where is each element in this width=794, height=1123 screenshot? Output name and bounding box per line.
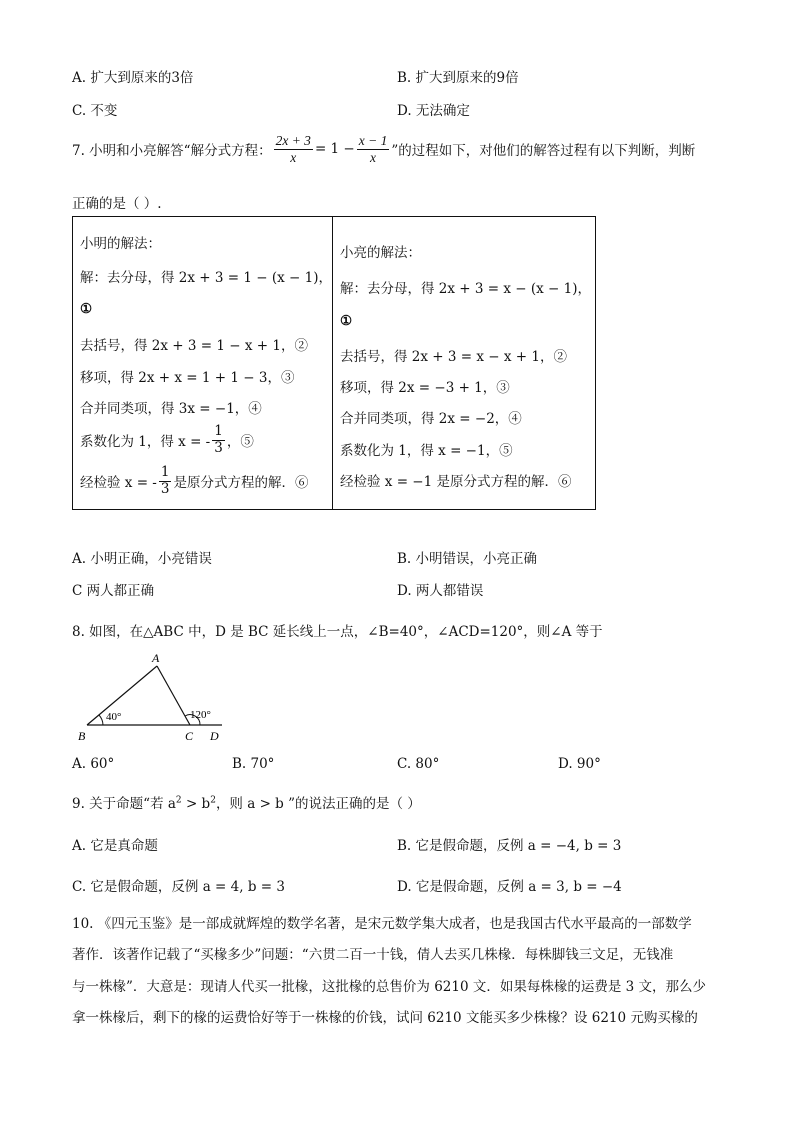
angle-c-label: 120° <box>190 709 211 721</box>
xm-step6-fraction <box>159 465 172 497</box>
xm-step6 <box>80 465 308 497</box>
xm-step6-den: 3 <box>160 480 170 497</box>
q7-stem-suffix: ”的过程如下，对他们的解答过程有以下判断，判断 <box>391 143 696 160</box>
q10-line1: 10. 《四元玉鉴》是一部成就辉煌的数学名著，是宋元数学集大成者，也是我国古代水平最高的一部数学 <box>72 916 692 932</box>
q7-option-c: C 两人都正确 <box>72 583 155 599</box>
q7-rhs-fraction <box>357 133 390 165</box>
label-b: B <box>78 729 86 743</box>
q7-eq-mid: = 1 − <box>314 141 355 158</box>
xl-step3: 移项，得 2x = −3 + 1，③ <box>340 380 510 396</box>
label-a: A <box>152 651 160 665</box>
angle-b-label: 40° <box>106 711 122 723</box>
xm-step4: 合并同类项，得 3x = −1，④ <box>80 401 262 417</box>
xl-step1: 解：去分母，得 2x + 3 = x − (x − 1)， <box>340 281 592 297</box>
q10-line3: 与一株椽”．大意是：现请人代买一批椽，这批椽的总售价为 6210 文．如果每株椽的运费是 3 文，那么少 <box>72 979 707 995</box>
q9-option-a: A. 它是真命题 <box>72 838 158 854</box>
xl-step2: 去括号，得 2x + 3 = x − x + 1，② <box>340 349 567 365</box>
xm-step5 <box>80 424 254 456</box>
q7-stem-prefix: 7. 小明和小亮解答“解分式方程： <box>72 143 272 160</box>
q9-stem-post: ，则 a > b ”的说法正确的是（ ） <box>215 796 421 812</box>
q7-stem-line2: 正确的是（ ）. <box>72 196 162 212</box>
q7-lhs-fraction <box>274 133 313 165</box>
label-d: D <box>210 729 219 743</box>
q8-option-c: C. 80° <box>397 756 440 772</box>
q9-option-d: D. 它是假命题，反例 a = 3, b = −4 <box>397 879 622 895</box>
xl-step1-marker: ① <box>340 313 353 329</box>
xm-step5-fraction <box>212 424 225 456</box>
xl-step5: 系数化为 1，得 x = −1，⑤ <box>340 443 513 459</box>
xm-step1-marker: ① <box>80 301 93 317</box>
xm-step2: 去括号，得 2x + 3 = 1 − x + 1，② <box>80 338 308 354</box>
q6-option-a: A. 扩大到原来的3倍 <box>72 70 194 86</box>
xm-step5-post: ，⑤ <box>226 434 254 451</box>
q8-option-a: A. 60° <box>72 756 115 772</box>
xm-step6-pre: 经检验 x = - <box>80 475 157 492</box>
q6-option-c: C. 不变 <box>72 103 118 119</box>
q9-stem-pre: 9. 关于命题“若 a <box>72 796 176 812</box>
side-ac <box>157 666 190 725</box>
q8-stem: 8. 如图，在△ABC 中，D 是 BC 延长线上一点，∠B=40°，∠ACD=120°，则∠A 等于 <box>72 624 603 640</box>
xm-title: 小明的解法： <box>80 236 161 252</box>
xm-step5-num: 1 <box>214 423 223 439</box>
q7-rhs-denominator: x <box>370 149 377 165</box>
q6-option-d: D. 无法确定 <box>397 103 470 119</box>
label-c: C <box>185 729 194 743</box>
xm-step1: 解：去分母，得 2x + 3 = 1 − (x − 1)， <box>80 270 332 286</box>
q7-rhs-numerator: x − 1 <box>358 133 388 148</box>
xl-step6: 经检验 x = −1 是原分式方程的解．⑥ <box>340 474 572 490</box>
q9-option-b: B. 它是假命题，反例 a = −4, b = 3 <box>397 838 622 854</box>
q7-table-divider <box>332 216 333 509</box>
xl-title: 小亮的解法： <box>340 245 421 261</box>
xm-step5-den: 3 <box>214 439 223 456</box>
angle-b-arc <box>99 715 103 725</box>
q6-option-b: B. 扩大到原来的9倍 <box>397 70 519 86</box>
q7-lhs-numerator: 2x + 3 <box>275 133 311 148</box>
xm-step6-post: 是原分式方程的解．⑥ <box>173 475 309 492</box>
side-ab <box>87 666 157 725</box>
q9-stem-mid: > b <box>181 796 211 812</box>
q9-sup-a: 2 <box>175 795 182 806</box>
q8-option-d: D. 90° <box>558 756 601 772</box>
xm-step6-num: 1 <box>160 464 170 480</box>
q7-option-d: D. 两人都错误 <box>397 583 484 599</box>
q7-option-b: B. 小明错误，小亮正确 <box>397 551 538 567</box>
xl-step4: 合并同类项，得 2x = −2，④ <box>340 411 522 427</box>
q8-triangle-figure <box>72 648 232 744</box>
q7-lhs-denominator: x <box>290 149 297 165</box>
q8-option-b: B. 70° <box>232 756 275 772</box>
q10-line2: 著作．该著作记载了“买椽多少”问题：“六贯二百一十钱，倩人去买几株椽．每株脚钱三文足，无钱准 <box>72 947 674 963</box>
q7-option-a: A. 小明正确，小亮错误 <box>72 551 212 567</box>
q7-stem <box>72 133 695 165</box>
q10-line4: 拿一株椽后，剩下的椽的运费恰好等于一株椽的价钱，试问 6210 文能买多少株椽？设 6210 元购买椽的 <box>72 1010 698 1026</box>
xm-step5-pre: 系数化为 1，得 x = - <box>80 434 211 451</box>
q9-sup-b: 2 <box>210 795 216 806</box>
q9-option-c: C. 它是假命题，反例 a = 4, b = 3 <box>72 879 285 895</box>
q9-stem <box>72 792 421 812</box>
xm-step3: 移项，得 2x + x = 1 + 1 − 3，③ <box>80 370 295 386</box>
